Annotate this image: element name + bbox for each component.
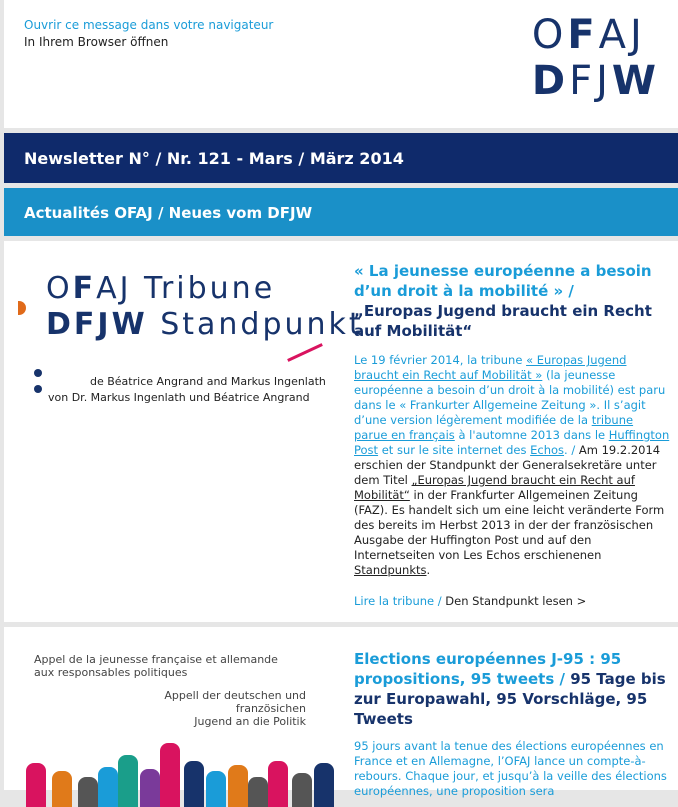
read-separator: / xyxy=(434,594,446,608)
ofaj-dfjw-logo xyxy=(532,12,660,104)
body-de-text: . xyxy=(426,563,431,577)
hand-icon xyxy=(140,769,160,807)
logo-letter-bold: F xyxy=(567,12,599,58)
hand-icon xyxy=(268,761,288,807)
read-standpunkt-link[interactable]: Den Standpunkt lesen xyxy=(445,594,573,608)
newsletter-title: Newsletter N° / Nr. 121 - Mars / März 2014 xyxy=(24,149,404,168)
newsletter-banner xyxy=(4,133,678,183)
section-title: Actualités OFAJ / Neues vom DFJW xyxy=(24,204,313,222)
body-de-text: in der Frankfurter Allgemeinen Zeitung (FAZ). Es handelt sich um eine leicht veränderte Form des bereits im Herbst 2013 in der der französischen Ausgabe der Huffington Post und auf den Internetseiten von Les Echos erschienenen xyxy=(354,488,665,562)
tribune-letter-bold: DFJ xyxy=(46,307,112,342)
article-title[interactable] xyxy=(354,649,670,729)
read-tribune-link[interactable]: Lire la tribune xyxy=(354,594,435,608)
article-card-tribune xyxy=(4,241,678,622)
tribune-dot xyxy=(34,369,42,377)
article-title-de[interactable]: 95 Tage bis zur Europawahl, 95 Vorschläge, 95 Tweets xyxy=(354,670,666,728)
body-fr-text: à l'automne 2013 dans le xyxy=(454,428,609,442)
article-body-fr: 95 jours avant la tenue des élections européennes en France et en Allemagne, l’OFAJ lance un compte-à-rebours. Chaque jour, et jusqu’à la veille des élections européennes, une proposition sera xyxy=(354,739,667,798)
hand-icon xyxy=(206,771,226,807)
hand-icon xyxy=(314,763,334,807)
hand-icon xyxy=(160,743,180,807)
logo-letter: O xyxy=(531,12,568,58)
appel-line: Jugend an die Politik xyxy=(194,715,306,728)
open-in-browser-link-de[interactable]: In Ihrem Browser öffnen xyxy=(24,35,169,49)
article-title-de[interactable]: „Europas Jugend braucht ein Recht auf Mobilität“ xyxy=(354,302,652,340)
body-link[interactable]: tribune parue en français xyxy=(354,413,634,442)
hand-icon xyxy=(228,765,248,807)
body-link[interactable]: „Europas Jugend braucht ein Recht auf Mobilität“ xyxy=(354,473,635,502)
article-text xyxy=(354,261,670,609)
open-in-browser-link-fr[interactable]: Ouvrir ce message dans votre navigateur xyxy=(24,18,274,32)
read-more xyxy=(354,594,670,609)
tribune-title-fr xyxy=(46,271,275,306)
tribune-word: Tribune xyxy=(131,271,276,306)
body-link[interactable]: « Europas Jugend braucht ein Recht auf Mobilität » xyxy=(354,353,627,382)
tribune-accent-line xyxy=(287,343,323,362)
appel-caption-de xyxy=(94,689,306,728)
hand-icon xyxy=(184,761,204,807)
logo-letter: AJ xyxy=(598,12,646,58)
appel-caption-fr xyxy=(34,653,278,679)
hand-icon xyxy=(98,767,118,807)
hand-icon xyxy=(26,763,46,807)
logo-letter-bold: D xyxy=(531,58,570,104)
tribune-byline-fr: de Béatrice Angrand and Markus Ingenlath xyxy=(90,375,326,388)
body-fr-text: Le 19 février 2014, la tribune xyxy=(354,353,527,367)
article-title-fr[interactable]: « La jeunesse européenne a besoin d’un droit à la mobilité » / xyxy=(354,262,652,300)
hand-icon xyxy=(248,777,268,807)
body-link[interactable]: Huffington Post xyxy=(354,428,670,457)
hand-icon xyxy=(118,755,138,807)
tribune-letter: AJ xyxy=(96,271,132,306)
body-de-text: Am 19.2.2014 erschien der Standpunkt der Generalsekretäre unter dem Titel xyxy=(354,443,661,487)
appel-image[interactable] xyxy=(4,627,344,790)
tribune-byline-de: von Dr. Markus Ingenlath und Béatrice Angrand xyxy=(48,391,310,404)
appel-line: aux responsables politiques xyxy=(34,666,188,679)
tribune-dot xyxy=(34,385,42,393)
tribune-title-de xyxy=(46,307,364,342)
chevron-right-icon: > xyxy=(572,594,587,608)
tribune-orange-mark xyxy=(18,301,26,315)
header xyxy=(4,0,678,128)
body-link[interactable]: Standpunkts xyxy=(354,563,427,577)
body-fr-text: (la jeunesse européenne a besoin d’un droit à la mobilité) est paru dans le « Frankurter Allgemeine Zeitung ». Il s’agit d’une version légèrement modifiée de la xyxy=(354,368,666,427)
body-fr-text: . / xyxy=(564,443,579,457)
tribune-letter-bold: W xyxy=(111,307,148,342)
hand-icon xyxy=(52,771,72,807)
tribune-word: Standpunkt xyxy=(147,307,364,342)
hand-icon xyxy=(78,777,98,807)
section-banner xyxy=(4,188,678,236)
body-link[interactable]: Echos xyxy=(530,443,565,457)
hand-icon xyxy=(292,773,312,807)
article-body xyxy=(354,353,670,578)
appel-line: Appell der deutschen und französichen xyxy=(164,689,306,715)
article-title-fr[interactable]: Elections européennes J-95 : 95 propositions, 95 tweets / xyxy=(354,650,622,688)
body-fr-text: et sur le site internet des xyxy=(378,443,531,457)
logo-letter: FJ xyxy=(569,58,612,104)
logo-letter-bold: W xyxy=(611,58,660,104)
appel-line: Appel de la jeunesse française et allemande xyxy=(34,653,278,666)
raised-hands-illustration xyxy=(26,727,344,797)
tribune-letter: O xyxy=(46,271,73,306)
tribune-image[interactable] xyxy=(4,271,364,451)
article-text xyxy=(354,649,670,799)
article-card-elections xyxy=(4,627,678,798)
tribune-letter-bold: F xyxy=(72,271,97,306)
